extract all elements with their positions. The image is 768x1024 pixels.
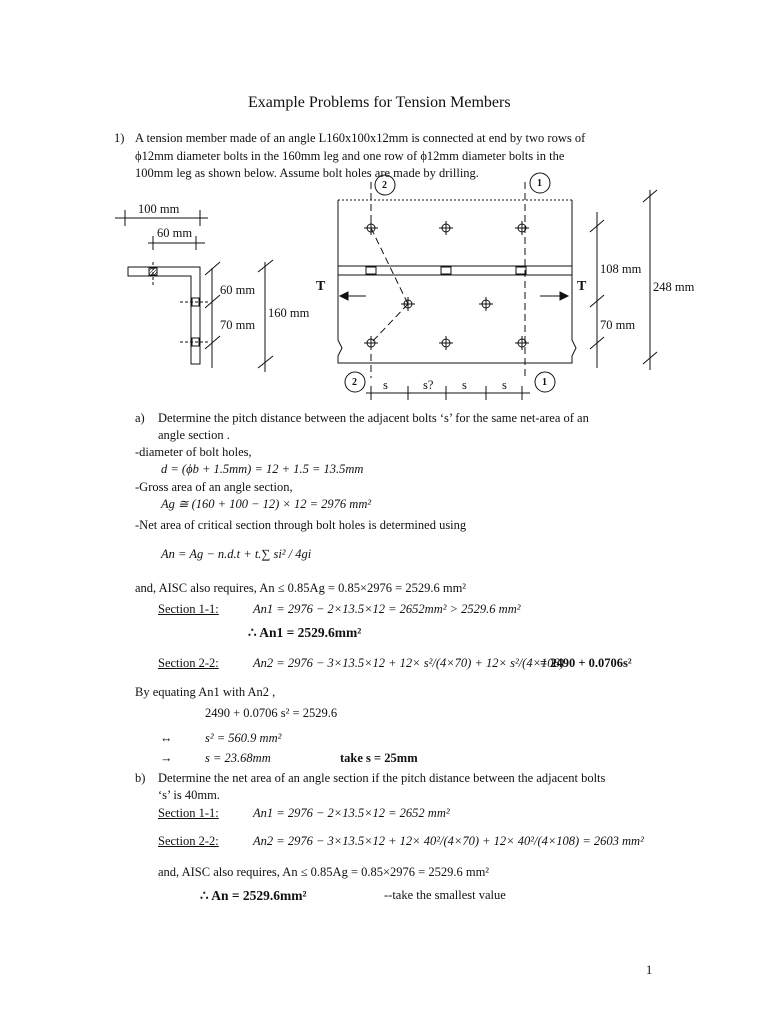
dim-60-top: 60 mm — [157, 226, 193, 240]
a-section-1-1-eq: An1 = 2976 − 2×13.5×12 = 2652mm² > 2529.6 mm² — [253, 602, 521, 616]
net-eq: An = Ag − n.d.t + t.∑ si² / 4gi — [161, 547, 312, 561]
hole-dia-label: -diameter of bolt holes, — [135, 445, 252, 459]
part-a-text-1: Determine the pitch distance between the adjacent bolts ‘s’ for the same net-area of an — [158, 411, 589, 425]
section-mark-2-bottom: 2 — [352, 377, 357, 388]
part-a-label: a) — [135, 411, 145, 425]
equiv-symbol: ↔ — [160, 731, 173, 745]
a-section-2-2-label: Section 2-2: — [158, 656, 219, 670]
dim-70: 70 mm — [220, 318, 256, 332]
part-b-text-1: Determine the net area of an angle section if the pitch distance between the adjacent bolts — [158, 771, 606, 785]
problem-line-2: ϕ12mm diameter bolts in the 160mm leg and one row of ϕ12mm diameter bolts in the — [135, 149, 565, 163]
dim-248: 248 mm — [653, 280, 695, 294]
page-title: Example Problems for Tension Members — [248, 94, 511, 111]
take-s-value: take s = 25mm — [340, 751, 418, 765]
bolt-holes — [364, 221, 529, 350]
pitch-label-1: s — [383, 378, 388, 392]
section-mark-2-top: 2 — [382, 180, 387, 191]
a-section-2-2-result: = 2490 + 0.0706s² — [540, 656, 632, 670]
b-section-1-1-eq: An1 = 2976 − 2×13.5×12 = 2652 mm² — [253, 806, 450, 820]
dim-160: 160 mm — [268, 306, 310, 320]
pitch-label-2: s? — [423, 378, 434, 392]
equation-2: s² = 560.9 mm² — [205, 731, 282, 745]
pitch-label-4: s — [502, 378, 507, 392]
pitch-label-3: s — [462, 378, 467, 392]
gross-label: -Gross area of an angle section, — [135, 480, 293, 494]
page-number: 1 — [646, 963, 653, 977]
force-left-label: T — [316, 279, 326, 294]
force-right-label: T — [577, 279, 587, 294]
a-result-an1: ∴ An1 = 2529.6mm² — [248, 625, 362, 640]
part-b-text-2: ‘s’ is 40mm. — [158, 788, 220, 802]
net-label: -Net area of critical section through bolt holes is determined using — [135, 518, 467, 532]
dim-60: 60 mm — [220, 283, 256, 297]
aisc-a: and, AISC also requires, An ≤ 0.85Ag = 0.85×2976 = 2529.6 mm² — [135, 581, 467, 595]
a-section-2-2-eq: An2 = 2976 − 3×13.5×12 + 12× s²/(4×70) + 12× s²/(4×108) — [253, 656, 564, 670]
b-section-2-2-eq: An2 = 2976 − 3×13.5×12 + 12× 40²/(4×70) + 12× 40²/(4×108) = 2603 mm² — [253, 834, 644, 848]
equation-3: s = 23.68mm — [205, 751, 271, 765]
problem-line-1: A tension member made of an angle L160x100x12mm is connected at end by two rows of — [135, 131, 586, 145]
problem-line-3: 100mm leg as shown below. Assume bolt holes are made by drilling. — [135, 166, 479, 180]
a-section-1-1-label: Section 1-1: — [158, 602, 219, 616]
problem-number: 1) — [114, 131, 125, 145]
section-mark-1-top: 1 — [537, 178, 542, 189]
equating-text: By equating An1 with An2 , — [135, 685, 276, 699]
dim-100: 100 mm — [138, 202, 180, 216]
b-section-1-1-label: Section 1-1: — [158, 806, 219, 820]
dim-70-right: 70 mm — [600, 318, 636, 332]
hole-dia-eq: d = (ϕb + 1.5mm) = 12 + 1.5 = 13.5mm — [161, 462, 364, 476]
implies-symbol: → — [160, 751, 173, 765]
part-a-text-2: angle section . — [158, 428, 230, 442]
equation-1: 2490 + 0.0706 s² = 2529.6 — [205, 706, 338, 720]
b-note: --take the smallest value — [384, 888, 506, 902]
aisc-b: and, AISC also requires, An ≤ 0.85Ag = 0.85×2976 = 2529.6 mm² — [158, 865, 490, 879]
gross-eq: Ag ≅ (160 + 100 − 12) × 12 = 2976 mm² — [161, 497, 372, 511]
section-mark-1-bottom: 1 — [542, 377, 547, 388]
part-b-label: b) — [135, 771, 146, 785]
b-result: ∴ An = 2529.6mm² — [200, 888, 307, 903]
b-section-2-2-label: Section 2-2: — [158, 834, 219, 848]
dim-108: 108 mm — [600, 262, 642, 276]
